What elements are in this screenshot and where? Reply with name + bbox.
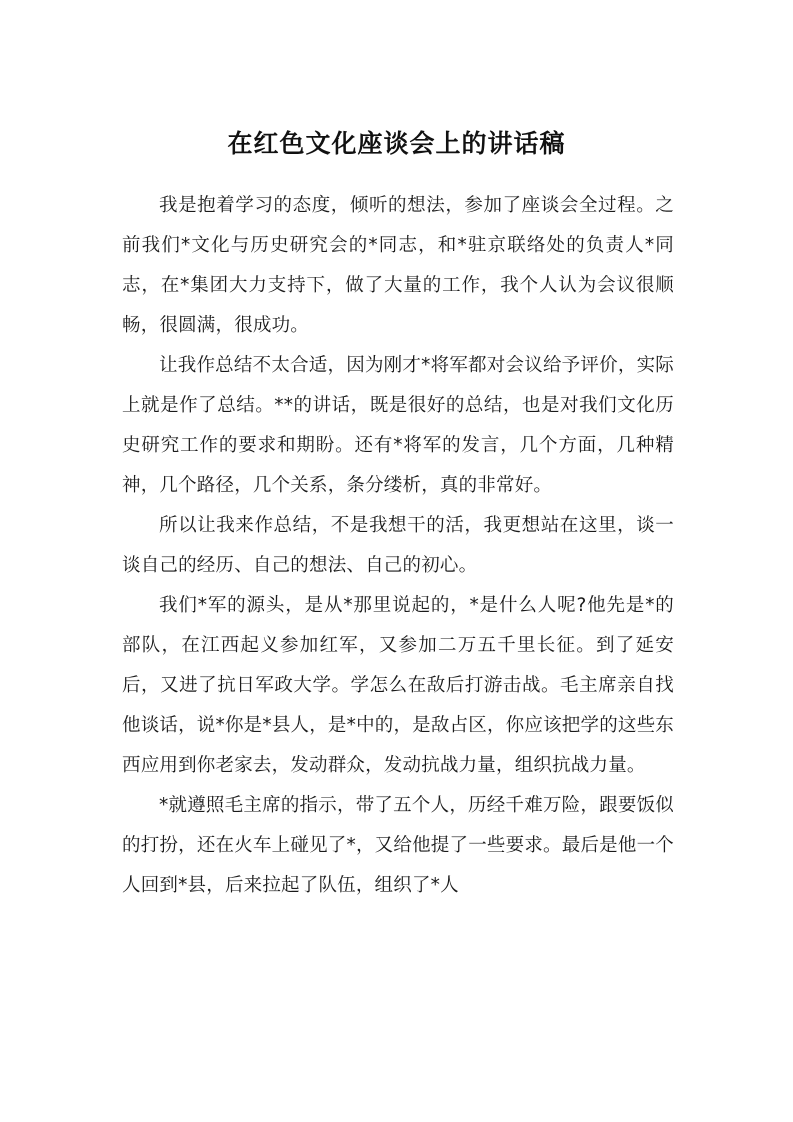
document-title: 在红色文化座谈会上的讲话稿 [227,129,566,158]
paragraph-4: 我们*军的源头，是从*那里说起的，*是什么人呢?他先是*的部队，在江西起义参加红军，又参加二万五千里长征。到了延安后，又进了抗日军政大学。学怎么在敌后打游击战。毛主席亲自找他谈话，说*你是*县人，是*中的，是敌占区，你应该把学的这些东西应用到你老家去，发动群众，发动抗战力量，组织抗战力量。 [122,595,674,776]
document-body [122,186,674,906]
paragraph-2: 让我作总结不太合适，因为刚才*将军都对会议给予评价，实际上就是作了总结。**的讲话，既是很好的总结，也是对我们文化历史研究工作的要求和期盼。还有*将军的发言，几个方面，几种精神，几个路径，几个关系，条分缕析，真的非常好。 [122,355,674,496]
paragraph-3: 所以让我来作总结，不是我想干的活，我更想站在这里，谈一谈自己的经历、自己的想法、自己的初心。 [122,515,674,576]
paragraph-1: 我是抱着学习的态度，倾听的想法，参加了座谈会全过程。之前我们*文化与历史研究会的*同志，和*驻京联络处的负责人*同志，在*集团大力支持下，做了大量的工作，我个人认为会议很顺畅，很圆满，很成功。 [122,195,674,336]
paragraph-5: *就遵照毛主席的指示，带了五个人，历经千难万险，跟要饭似的打扮，还在火车上碰见了*，又给他提了一些要求。最后是他一个人回到*县，后来拉起了队伍，组织了*人 [122,795,674,896]
